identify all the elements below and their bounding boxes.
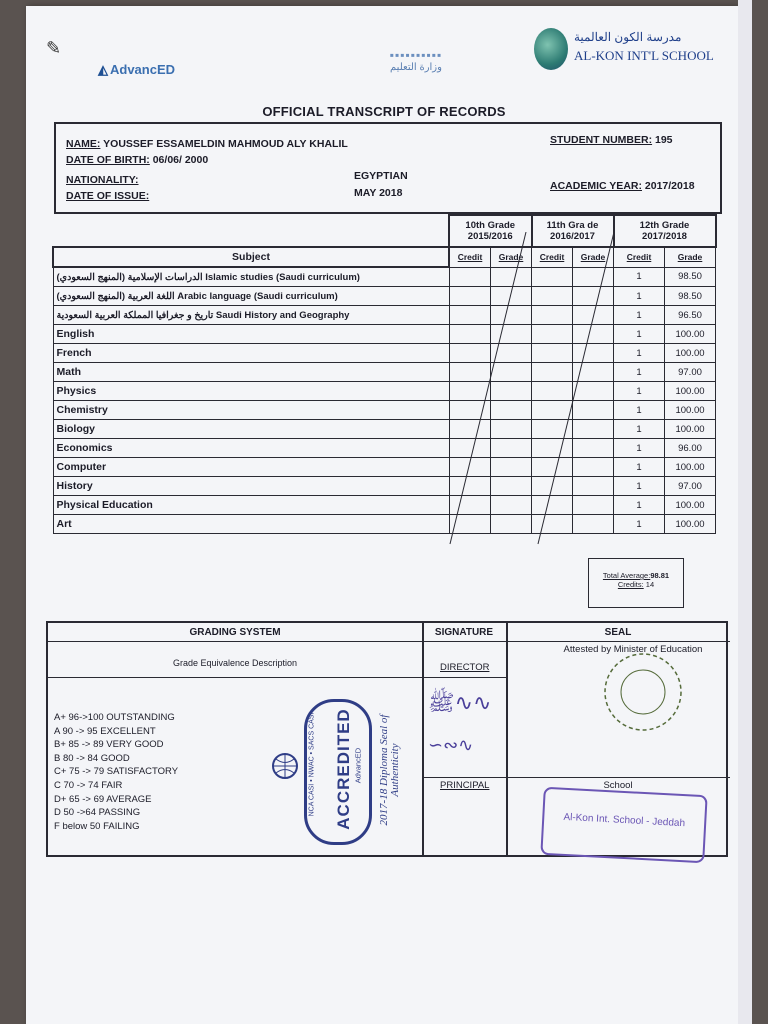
attested-text: Attested by Minister of Education: [563, 644, 703, 655]
grade-cell: 100.00: [665, 325, 716, 344]
grading-header: GRADING SYSTEM: [189, 627, 281, 638]
grade-cell: 100.00: [665, 401, 716, 420]
accredited-brand: AdvancED: [353, 747, 363, 784]
subject-cell: Math: [53, 363, 449, 382]
dob-row: [66, 154, 208, 166]
credit-cell: 1: [614, 439, 665, 458]
credit-cell: 1: [614, 287, 665, 306]
principal-line: [422, 777, 506, 778]
divider-1: [422, 623, 424, 855]
globe-emblem-icon: [270, 751, 300, 781]
academic-year: 2017/2018: [644, 180, 695, 192]
desc-line: [48, 677, 422, 678]
school-name-en: AL-KON INT'L SCHOOL: [574, 48, 714, 63]
subject-header: Subject: [53, 247, 449, 267]
credit-cell: 1: [614, 363, 665, 382]
credits-row: [589, 580, 683, 589]
director-signature-icon: ﷺ∿∿: [428, 691, 492, 716]
page-title: OFFICIAL TRANSCRIPT OF RECORDS: [262, 104, 506, 119]
director-label: DIRECTOR: [440, 662, 490, 673]
issue-label: DATE OF ISSUE:: [66, 190, 150, 202]
grade-11-name: 11th Gra de: [546, 220, 599, 231]
student-name: YOUSSEF ESSAMELDIN MAHMOUD ALY KHALIL: [103, 138, 348, 150]
issue-value: MAY 2018: [354, 187, 403, 199]
grade-12-header: [614, 215, 716, 247]
grade-cell: 100.00: [665, 420, 716, 439]
subject-cell: Chemistry: [53, 401, 449, 420]
ministry-logo: [356, 48, 476, 73]
globe-icon: [534, 28, 568, 70]
school-stamp-text: Al-Kon Int. School - Jeddah: [563, 811, 686, 830]
grading-system-box: [46, 621, 728, 857]
grade-cell: 100.00: [665, 515, 716, 534]
subject-cell: Art: [53, 515, 449, 534]
credit-cell: 1: [614, 477, 665, 496]
grade-10-years: 2015/2016: [467, 231, 513, 242]
subject-cell: Computer: [53, 458, 449, 477]
grade-scale-item: B 80 -> 84 GOOD: [54, 752, 130, 764]
grade-cell: 96.00: [665, 439, 716, 458]
grade-12-years: 2017/2018: [642, 231, 687, 242]
credit-cell: 1: [614, 420, 665, 439]
nationality-value: EGYPTIAN: [354, 170, 408, 182]
crossed-out-lines: [448, 232, 618, 548]
grade-cell: 96.50: [665, 306, 716, 325]
signature-header: SIGNATURE: [434, 627, 494, 638]
student-name-row: [66, 138, 348, 150]
grade-12-name: 12th Grade: [639, 220, 690, 231]
grade-scale-item: B+ 85 -> 89 VERY GOOD: [54, 739, 164, 751]
accredited-small-text: NCA CASI • NWAC • SACS CASI: [308, 712, 316, 817]
credits-label: Credits:: [617, 580, 644, 589]
totals-box: [588, 558, 684, 608]
grade-cell: 100.00: [665, 496, 716, 515]
grade-scale-item: A 90 -> 95 EXCELLENT: [54, 725, 156, 737]
dob-value: 06/06/ 2000: [152, 154, 209, 166]
student-info-box: [54, 122, 722, 214]
grade-cell: 97.00: [665, 363, 716, 382]
credit-cell: 1: [614, 267, 665, 287]
cross-line-10: [450, 232, 526, 544]
seal-header: SEAL: [604, 627, 632, 638]
pen-mark-icon: ✎: [46, 38, 62, 58]
student-number-row: [550, 134, 673, 146]
academic-year-row: [550, 180, 695, 192]
credit-cell: 1: [614, 306, 665, 325]
subject-cell: Physical Education: [53, 496, 449, 515]
accredited-word: ACCREDITED: [334, 708, 353, 830]
director-line: [422, 677, 506, 678]
credit-header-11: Credit: [532, 247, 573, 267]
grade-scale-item: A+ 96->100 OUTSTANDING: [54, 712, 175, 723]
grade-cell: 97.00: [665, 477, 716, 496]
grade-scale-item: D+ 65 -> 69 AVERAGE: [54, 793, 152, 805]
academic-year-label: ACADEMIC YEAR:: [550, 180, 642, 192]
total-average-row: [589, 571, 683, 580]
credit-cell: 1: [614, 344, 665, 363]
principal-signature-icon: ∽∾∿: [428, 735, 474, 756]
grade-header-12: Grade: [665, 247, 716, 267]
school-line: [506, 777, 730, 778]
subject-cell: تاريخ و جغرافيا المملكة العربية السعودية Saudi History and Geography: [53, 306, 449, 325]
credit-cell: 1: [614, 325, 665, 344]
school-seal-label: School: [603, 780, 633, 791]
subject-cell: Biology: [53, 420, 449, 439]
grade-description: Grade Equivalence Description: [172, 658, 298, 668]
credit-cell: 1: [614, 515, 665, 534]
ministry-name: وزارة التعليم: [390, 62, 442, 73]
school-stamp: [540, 787, 707, 863]
advanced-logo-icon: ◭: [98, 62, 108, 77]
grade-10-name: 10th Grade: [465, 220, 516, 231]
total-average-value: 98.81: [650, 571, 670, 580]
grade-scale-item: C+ 75 -> 79 SATISFACTORY: [54, 766, 179, 778]
subject-cell: French: [53, 344, 449, 363]
grade-cell: 100.00: [665, 382, 716, 401]
student-number-label: STUDENT NUMBER:: [550, 134, 653, 146]
grade-scale-item: C 70 -> 74 FAIR: [54, 779, 123, 791]
subject-cell: اللغة العربية (المنهج السعودي) Arabic language (Saudi curriculum): [53, 287, 449, 306]
credit-cell: 1: [614, 382, 665, 401]
cross-line-11: [538, 232, 614, 544]
grade-11-years: 2016/2017: [550, 231, 595, 242]
subject-cell: Economics: [53, 439, 449, 458]
grade-scale-item: F below 50 FAILING: [54, 820, 140, 832]
issue-label-row: [66, 190, 149, 202]
credits-value: 14: [645, 580, 655, 589]
diploma-seal-text: 2017-18 Diploma Seal of Authenticity: [378, 714, 401, 826]
name-label: NAME:: [66, 138, 101, 150]
grade-cell: 98.50: [665, 287, 716, 306]
ministry-dots-icon: ▪▪▪▪▪▪▪▪▪▪: [389, 48, 443, 62]
advanced-logo: [98, 62, 175, 78]
divider-2: [506, 623, 508, 855]
credit-cell: 1: [614, 496, 665, 515]
advanced-logo-text: AdvancED: [110, 62, 176, 77]
dob-label: DATE OF BIRTH:: [66, 154, 150, 166]
subject-cell: English: [53, 325, 449, 344]
paper-edge: [738, 0, 752, 1024]
grade-header-11: Grade: [573, 247, 614, 267]
grade-cell: 100.00: [665, 458, 716, 477]
credit-cell: 1: [614, 458, 665, 477]
subject-cell: History: [53, 477, 449, 496]
grade-scale-list: [54, 711, 178, 833]
credit-header-12: Credit: [614, 247, 665, 267]
subject-cell: Physics: [53, 382, 449, 401]
nationality-label-row: [66, 174, 139, 186]
total-average-label: Total Average:: [602, 571, 651, 580]
nationality-label: NATIONALITY:: [66, 174, 139, 186]
table-corner: [53, 215, 449, 247]
credit-header-10: Credit: [449, 247, 491, 267]
student-number: 195: [655, 134, 673, 146]
grade-cell: 100.00: [665, 344, 716, 363]
ministry-stamp-icon: [588, 647, 698, 737]
principal-label: PRINCIPAL: [440, 780, 490, 791]
header-line: [48, 641, 730, 642]
subject-cell: الدراسات الإسلامية (المنهج السعودي) Islamic studies (Saudi curriculum): [53, 267, 449, 287]
school-name-ar: مدرسة الكون العالمية: [574, 30, 682, 44]
grade-cell: 98.50: [665, 267, 716, 287]
credit-cell: 1: [614, 401, 665, 420]
grade-header-10: Grade: [491, 247, 532, 267]
grade-scale-item: D 50 ->64 PASSING: [54, 807, 141, 819]
